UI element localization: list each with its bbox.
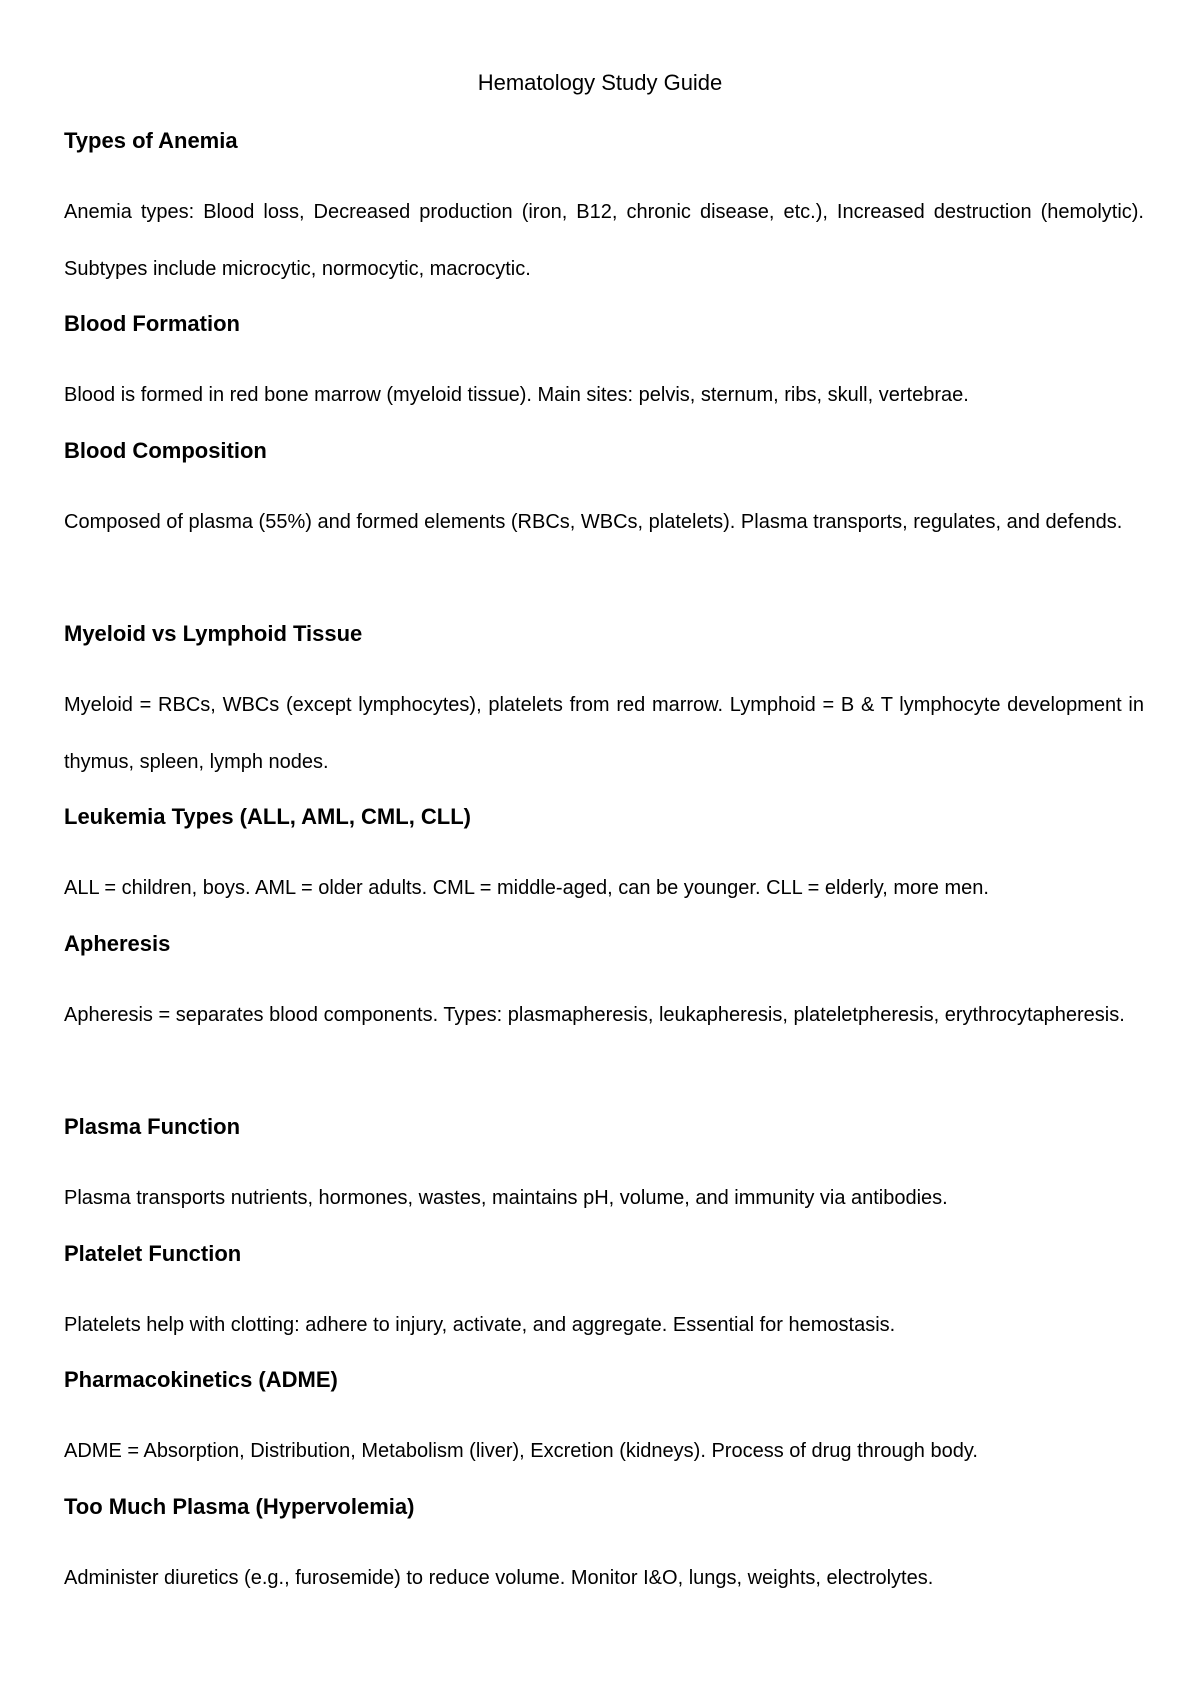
section-types-of-anemia [64,128,1144,298]
section-heading: Pharmacokinetics (ADME) [64,1367,338,1392]
section-platelet-function [64,1241,1144,1354]
section-apheresis [64,931,1144,1044]
section-heading: Myeloid vs Lymphoid Tissue [64,621,363,646]
section-myeloid-vs-lymphoid [64,621,1144,791]
section-blood-composition [64,438,1144,551]
section-plasma-function [64,1114,1144,1227]
section-body: ALL = children, boys. AML = older adults. CML = middle-aged, can be younger. CLL = elderly, more men. [64,877,989,899]
section-heading: Blood Formation [64,311,240,336]
document-title: Hematology Study Guide [477,70,723,95]
section-body: ADME = Absorption, Distribution, Metabolism (liver), Excretion (kidneys). Process of drug through body. [64,1440,978,1462]
section-heading: Too Much Plasma (Hypervolemia) [64,1494,415,1519]
section-heading: Plasma Function [64,1114,241,1139]
section-heading: Platelet Function [64,1241,242,1266]
section-too-much-plasma [64,1494,1144,1607]
section-heading: Blood Composition [64,438,267,463]
section-heading: Apheresis [64,931,171,956]
section-pharmacokinetics [64,1367,1144,1480]
section-body: Administer diuretics (e.g., furosemide) to reduce volume. Monitor I&O, lungs, weights, electrolytes. [64,1567,934,1589]
section-heading: Leukemia Types (ALL, AML, CML, CLL) [64,804,472,829]
section-body: Blood is formed in red bone marrow (myeloid tissue). Main sites: pelvis, sternum, ribs, skull, vertebrae. [64,384,969,406]
section-body: Anemia types: Blood loss, Decreased production (iron, B12, chronic disease, etc.), Increased destruction (hemolytic). Subtypes include microcytic, normocytic, macrocytic. [64,201,1144,280]
section-heading: Types of Anemia [64,128,238,153]
section-blood-formation [64,311,1144,424]
section-body: Plasma transports nutrients, hormones, wastes, maintains pH, volume, and immunity via antibodies. [64,1187,948,1209]
section-body: Composed of plasma (55%) and formed elements (RBCs, WBCs, platelets). Plasma transports, regulates, and defends. [64,511,1123,533]
section-body: Myeloid = RBCs, WBCs (except lymphocytes), platelets from red marrow. Lymphoid = B & T lymphocyte development in thymus, spleen, lymph nodes. [64,694,1144,773]
section-body: Platelets help with clotting: adhere to injury, activate, and aggregate. Essential for hemostasis. [64,1314,896,1336]
section-leukemia-types [64,804,1144,917]
section-body: Apheresis = separates blood components. Types: plasmapheresis, leukapheresis, plateletpheresis, erythrocytapheresis. [64,1004,1125,1026]
